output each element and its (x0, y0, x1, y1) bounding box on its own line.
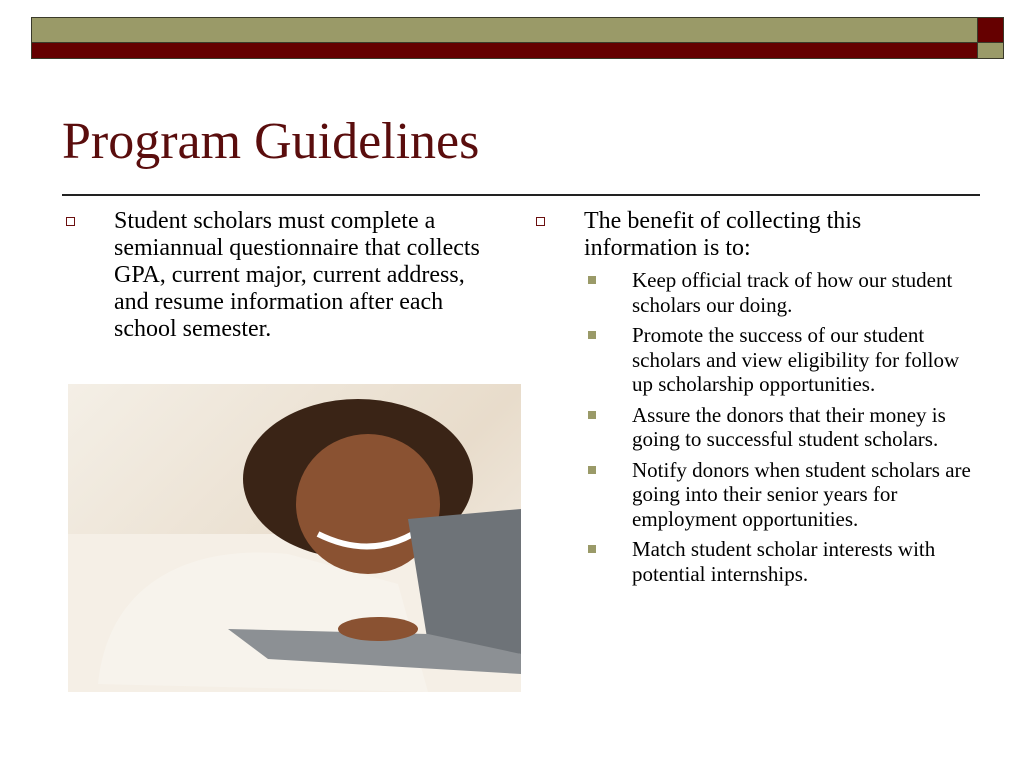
sub-list-item (584, 458, 972, 532)
sub-bullet-text: Keep official track of how our student scholars our doing. (632, 268, 953, 317)
bullet-text: The benefit of collecting this information is to: (584, 208, 862, 261)
slide-title: Program Guidelines (62, 113, 480, 170)
square-bullet-icon (588, 466, 596, 474)
sub-bullet-text: Match student scholar interests with potential internships. (632, 537, 936, 586)
square-bullet-icon (588, 276, 596, 284)
hollow-square-bullet-icon (536, 217, 545, 226)
header-square-olive (977, 42, 1004, 59)
hollow-square-bullet-icon (66, 217, 75, 226)
sub-bullet-text: Notify donors when student scholars are going into their senior years for employment opportunities. (632, 457, 971, 531)
square-bullet-icon (588, 411, 596, 419)
bullet-text: Student scholars must complete a semiannual questionnaire that collects GPA, current major, current address, and resume information after each school semester. (114, 208, 480, 342)
left-column (62, 208, 482, 343)
header-bar-olive (31, 17, 978, 43)
sub-list-item (584, 403, 972, 452)
sub-list-item (584, 323, 972, 397)
sub-bullet-text: Assure the donors that their money is going to successful student scholars. (632, 402, 946, 451)
sub-list-item (584, 537, 972, 586)
title-divider (62, 194, 980, 196)
list-item (62, 208, 482, 343)
header-bar-maroon (31, 42, 978, 59)
right-column (532, 208, 972, 586)
header-square-maroon (977, 17, 1004, 43)
sub-bullet-text: Promote the success of our student scholars and view eligibility for follow up scholarship opportunities. (632, 323, 960, 396)
sub-list-item (584, 268, 972, 317)
square-bullet-icon (588, 331, 596, 339)
list-item (532, 208, 972, 262)
student-laptop-photo (68, 384, 521, 692)
square-bullet-icon (588, 545, 596, 553)
